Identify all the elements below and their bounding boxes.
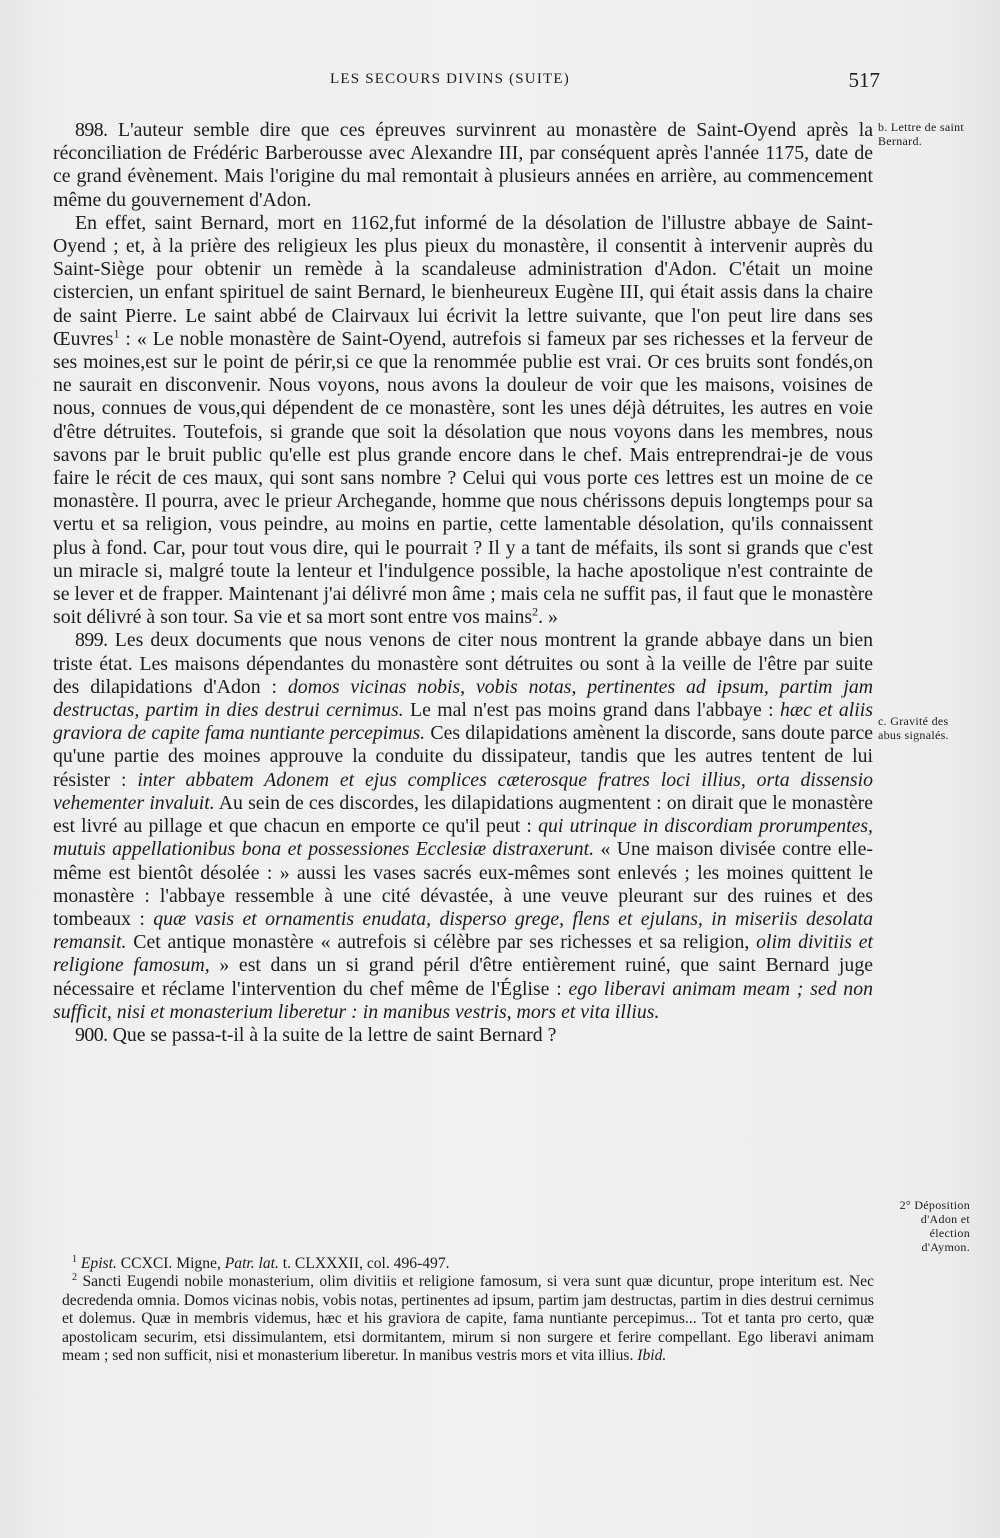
paragraph-898-continued xyxy=(53,212,873,630)
paragraph-text: Cet antique monastère « autrefois si célèbre par ses richesses et sa religion, xyxy=(126,931,757,954)
margin-note-2: 2° Déposition d'Adon et élection d'Aymon. xyxy=(899,1198,970,1254)
footnote-text: CCXCI. Migne, xyxy=(116,1255,225,1272)
footnote-mark: 1 xyxy=(72,1253,77,1265)
running-title: LES SECOURS DIVINS (SUITE) xyxy=(330,71,570,87)
paragraph-text: » est dans un si grand péril d'être entièrement ruiné, que saint Bernard juge nécessaire et réclame l'intervention du chef même de l'Église : xyxy=(53,954,873,1000)
margin-note-c: c. Gravité des abus signalés. xyxy=(878,714,949,742)
paragraph-text: En effet, saint Bernard, mort en 1162,fut informé de la désolation de l'illustre abbaye de Saint-Oyend ; et, à la prière des religieux les plus pieux du monastère, il consentit à intervenir auprès du Saint-Siège pour obtenir un remède à la scandaleuse administration d'Adon. C'était un moine cistercien, un enfant spirituel de saint Bernard, le bienheureux Eugène III, qui était assis dans la chaire de saint Pierre. Le saint abbé de Clairvaux lui écrivit la lettre suivante, que l'on peut lire dans ses Œuvres xyxy=(53,211,873,350)
paragraph-text: Que se passa-t-il à la suite de la lettre de saint Bernard ? xyxy=(112,1023,557,1046)
paragraph-text: : « Le noble monastère de Saint-Oyend, autrefois si fameux par ses richesses et la ferveur de ses moines,est sur le point de périr,si ce que la renommée publie est vrai. Or ces bruits sont fondés,on ne saurait en disconvenir. Nous voyons, nous avons la douleur de voir que les maisons, voisines de nous, connues de vous,qui dépendent de ce monastère, sont les unes déjà détruites, les autres en voie d'être détruites. Toutefois, si grande que soit la désolation que nous voyons dans les membres, nous savons par le bruit public qu'elle est plus grande encore dans le chef. Mais entreprendrai-je de vous faire le récit de ces maux, qui sont sans nombre ? Celui qui vous porte ces lettres est un moine de ce monastère. Il pourra, avec le prieur Archegande, homme que nous chérissons depuis longtemps pour sa vertu et sa religion, vous peindre, au moins en partie, cette lamentable désolation, qu'ils connaissent plus à fond. Car, pour tout vous dire, qui le pourrait ? Il y a tant de méfaits, ils sont si grands que c'est un miracle si, malgré toute la lenteur et l'indulgence possible, la hache apostolique n'est contrainte de se lever et de frapper. Maintenant j'ai délivré mon âme ; mais cela ne suffit pas, il faut que le monastère soit délivré à son tour. Sa vie et sa mort sont entre vos mains xyxy=(53,327,873,629)
latin-quote: hæc et aliis graviora de capite fama nuntiante percepimus. xyxy=(53,699,873,745)
paragraph-898 xyxy=(53,119,873,212)
main-text xyxy=(53,119,873,1047)
paragraph-text: Les deux documents que nous venons de citer nous montrent la grande abbaye dans un bien triste état. Les maisons dépendantes du monastère sont détruites ou sont à la veille de l'être par suite des dilapidations d'Adon : xyxy=(53,629,873,698)
margin-note-b: b. Lettre de saint Bernard. xyxy=(878,120,965,148)
footnotes xyxy=(62,1255,874,1365)
footnote-ref-2: 2 xyxy=(532,604,539,619)
footnote-text: t. CLXXXII, col. 496-497. xyxy=(278,1255,450,1272)
paragraph-text: Au sein de ces discordes, les dilapidations augmentent : on dirait que le monastère est livré au pillage et que chacun en emporte ce qu'il peut : xyxy=(53,791,873,838)
latin-quote: inter abbatem Adonem et ejus complices cæterosque fratres loci illius, orta dissensio vehementer invaluit. xyxy=(53,768,873,814)
paragraph-number: 899. xyxy=(75,629,108,652)
paragraph-text: Ces dilapidations amènent la discorde, sans doute parce qu'une partie des moines approuve la conduite du dissipateur, tandis que les autres tentent de lui résister : xyxy=(53,722,873,791)
paragraph-899 xyxy=(53,629,873,1023)
paragraph-text: « Une maison divisée contre elle-même est bientôt désolée : » aussi les vases sacrés eux-mêmes sont enlevés ; les moines quittent le monastère : l'abbaye ressemble à une cité dévastée, à une veuve pleurant sur des ruines et des tombeaux : xyxy=(53,838,873,930)
paragraph-text: L'auteur semble dire que ces épreuves survinrent au monastère de Saint-Oyend après la réconciliation de Frédéric Barberousse avec Alexandre III, par conséquent après l'année 1175, date de ce grand évènement. Mais l'origine du mal remontait à plusieurs années en arrière, au commencement même du gouvernement d'Adon. xyxy=(53,119,873,211)
footnote-italic: Epist. xyxy=(80,1255,117,1272)
latin-quote: olim divitiis et religione famosum, xyxy=(53,931,874,977)
latin-quote: ego liberavi animam meam ; sed non sufficit, nisi et monasterium liberetur : in manibus vestris, mors et vita illius. xyxy=(53,977,873,1023)
footnote-1 xyxy=(62,1255,874,1273)
footnote-mark: 2 xyxy=(72,1272,77,1284)
paragraph-900 xyxy=(53,1024,873,1047)
footnote-italic: Patr. lat. xyxy=(224,1255,279,1272)
page-number: 517 xyxy=(848,68,880,92)
footnote-text: Sancti Eugendi nobile monasterium, olim divitiis et religione famosum, si vera sunt quæ dicuntur, prope interitum est. Nec decredenda omnia. Domos vicinas nobis, vobis notas, pertinentes ad ipsum, partim jam destructas, partim in dies destrui cernimus et dolemus. Quæ in membris videmus, hæc et his graviora de capite, fama nuntiante percepimus... Tot et tanta pro certo, quæ apostolicam securim, etsi dissimulantem, etsi dormitantem, mirum si non surgere et ferire compellant. Ego liberavi animam meam ; sed non sufficit, nisi et monasterium liberetur. In manibus vestris mors et vita illius. xyxy=(62,1273,874,1365)
latin-quote: qui utrinque in discordiam prorumpentes, mutuis appellationibus bona et possessiones Ecclesiæ distraxerunt. xyxy=(53,815,874,861)
paragraph-text: . » xyxy=(538,606,558,629)
footnote-2 xyxy=(62,1273,874,1365)
latin-quote: quæ vasis et ornamentis enudata, disperso grege, flens et ejulans, in miseriis desolata remansit. xyxy=(53,907,873,954)
paragraph-number: 900. xyxy=(75,1023,108,1046)
latin-quote: domos vicinas nobis, vobis notas, pertinentes ad ipsum, partim jam destructas, partim in dies destrui cernimus. xyxy=(53,675,873,722)
footnote-italic: Ibid. xyxy=(637,1347,667,1365)
paragraph-number: 898. xyxy=(75,119,108,141)
footnote-ref-1: 1 xyxy=(113,326,120,341)
paragraph-text: Le mal n'est pas moins grand dans l'abbaye : xyxy=(403,699,780,722)
